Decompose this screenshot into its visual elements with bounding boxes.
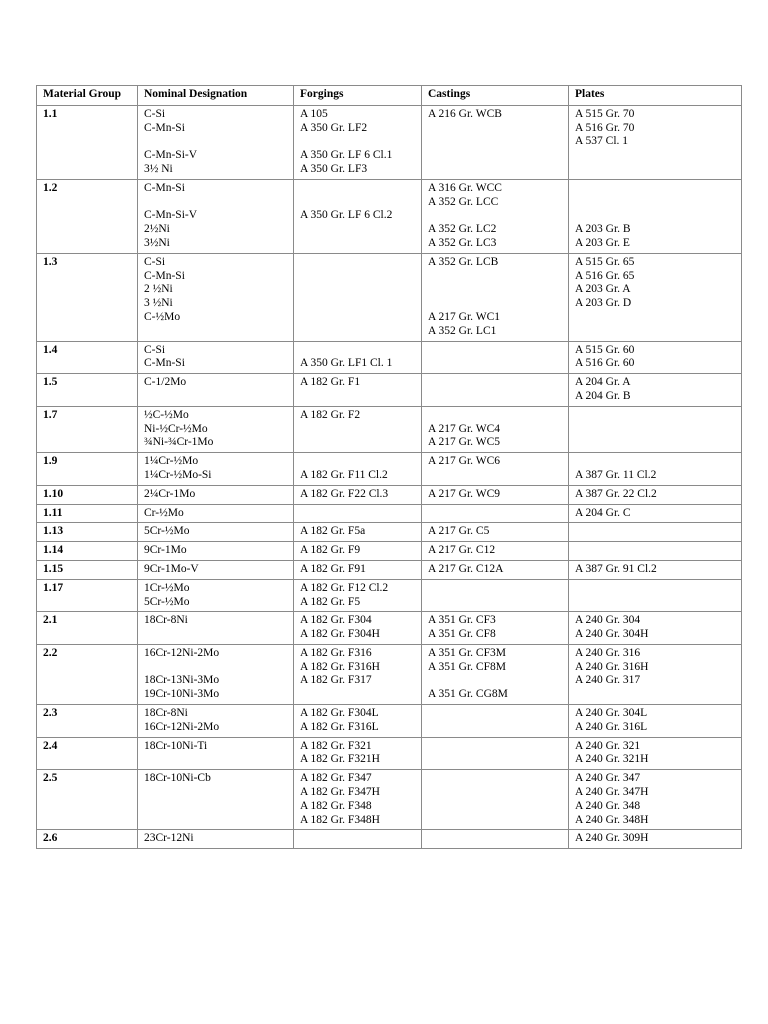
plates-cell <box>569 253 742 341</box>
designation-line <box>144 196 287 210</box>
designation-line: 18Cr-8Ni <box>144 707 188 720</box>
forgings-line: A 182 Gr. F348H <box>300 813 380 826</box>
plates-line: A 240 Gr. 304H <box>575 628 649 641</box>
plates-line: A 537 Cl. 1 <box>575 135 629 148</box>
plates-cell <box>569 453 742 486</box>
plates-line: A 240 Gr. 316L <box>575 720 648 733</box>
plates-line: A 203 Gr. D <box>575 297 632 310</box>
forgings-line: A 182 Gr. F316H <box>300 660 380 673</box>
designation-line: Cr-½Mo <box>144 506 184 519</box>
forgings-cell <box>294 737 422 770</box>
plates-cell <box>569 105 742 179</box>
plates-cell <box>569 560 742 579</box>
forgings-line: A 182 Gr. F11 Cl.2 <box>300 468 388 481</box>
table-row <box>37 770 742 830</box>
castings-line: A 351 Gr. CF3 <box>428 614 496 627</box>
forgings-line <box>300 182 415 196</box>
designation-line: 23Cr-12Ni <box>144 832 194 845</box>
castings-cell <box>422 612 569 645</box>
table-row <box>37 542 742 561</box>
castings-cell <box>422 374 569 407</box>
castings-line <box>428 283 562 297</box>
castings-cell <box>422 705 569 738</box>
plates-line: A 515 Gr. 65 <box>575 255 635 268</box>
castings-line <box>428 409 562 423</box>
material-group-cell: 1.15 <box>37 560 138 579</box>
designation-line: 16Cr-12Ni-2Mo <box>144 720 220 733</box>
castings-line: A 217 Gr. C12 <box>428 544 496 557</box>
forgings-line: A 182 Gr. F321 <box>300 739 372 752</box>
designation-line: 18Cr-10Ni-Ti <box>144 739 208 752</box>
designation-line: 5Cr-½Mo <box>144 525 190 538</box>
plates-cell <box>569 523 742 542</box>
castings-cell <box>422 560 569 579</box>
table-row <box>37 485 742 504</box>
forgings-line: A 182 Gr. F347H <box>300 786 380 799</box>
forgings-cell <box>294 504 422 523</box>
table-row <box>37 830 742 849</box>
plates-line: A 203 Gr. A <box>575 283 631 296</box>
designation-cell <box>138 453 294 486</box>
material-group-cell: 2.3 <box>37 705 138 738</box>
forgings-line: A 182 Gr. F304H <box>300 628 380 641</box>
forgings-cell <box>294 253 422 341</box>
castings-line: A 352 Gr. LCB <box>428 255 499 268</box>
forgings-line <box>300 196 415 210</box>
plates-line: A 240 Gr. 321H <box>575 753 649 766</box>
designation-line: C-Mn-Si <box>144 357 185 370</box>
plates-line: A 516 Gr. 70 <box>575 121 635 134</box>
plates-line: A 516 Gr. 60 <box>575 357 635 370</box>
designation-line: 9Cr-1Mo-V <box>144 562 199 575</box>
forgings-cell <box>294 341 422 374</box>
material-group-cell: 1.1 <box>37 105 138 179</box>
castings-line: A 352 Gr. LC2 <box>428 223 497 236</box>
plates-cell <box>569 705 742 738</box>
plates-cell <box>569 179 742 253</box>
designation-cell <box>138 523 294 542</box>
designation-line: 2 ½Ni <box>144 283 173 296</box>
designation-cell <box>138 644 294 704</box>
table-row <box>37 523 742 542</box>
table-row <box>37 579 742 612</box>
plates-line: A 240 Gr. 317 <box>575 674 641 687</box>
castings-cell <box>422 453 569 486</box>
plates-cell <box>569 579 742 612</box>
plates-line: A 516 Gr. 65 <box>575 269 635 282</box>
designation-cell <box>138 179 294 253</box>
plates-line: A 240 Gr. 347 <box>575 772 641 785</box>
forgings-line: A 182 Gr. F316 <box>300 646 372 659</box>
designation-line: C-Mn-Si <box>144 121 185 134</box>
plates-cell <box>569 542 742 561</box>
designation-cell <box>138 105 294 179</box>
material-group-cell: 2.5 <box>37 770 138 830</box>
forgings-cell <box>294 705 422 738</box>
designation-cell <box>138 341 294 374</box>
forgings-cell <box>294 579 422 612</box>
forgings-cell <box>294 105 422 179</box>
table-row <box>37 705 742 738</box>
forgings-line: A 182 Gr. F2 <box>300 408 361 421</box>
table-row <box>37 644 742 704</box>
designation-line: ¾Ni-¾Cr-1Mo <box>144 436 214 449</box>
material-group-cell: 1.9 <box>37 453 138 486</box>
forgings-cell <box>294 612 422 645</box>
forgings-line: A 182 Gr. F304L <box>300 707 379 720</box>
forgings-line: A 182 Gr. F12 Cl.2 <box>300 581 389 594</box>
designation-line: 19Cr-10Ni-3Mo <box>144 688 220 701</box>
plates-line: A 240 Gr. 348H <box>575 813 649 826</box>
table-row <box>37 560 742 579</box>
castings-cell <box>422 737 569 770</box>
designation-cell <box>138 374 294 407</box>
plates-line: A 240 Gr. 304L <box>575 707 648 720</box>
plates-line: A 240 Gr. 309H <box>575 832 649 845</box>
table-row <box>37 105 742 179</box>
plates-line: A 240 Gr. 316H <box>575 660 649 673</box>
plates-line <box>575 196 735 210</box>
forgings-cell <box>294 374 422 407</box>
designation-line: 2¼Cr-1Mo <box>144 487 196 500</box>
forgings-line: A 182 Gr. F91 <box>300 562 366 575</box>
designation-cell <box>138 770 294 830</box>
castings-cell <box>422 579 569 612</box>
plates-line: A 203 Gr. B <box>575 223 631 236</box>
material-groups-table <box>36 85 742 849</box>
designation-line <box>144 135 287 149</box>
castings-line: A 351 Gr. CF8M <box>428 660 506 673</box>
designation-line: 1¼Cr-½Mo-Si <box>144 468 212 481</box>
castings-line: A 217 Gr. WC6 <box>428 455 500 468</box>
material-group-cell: 1.13 <box>37 523 138 542</box>
castings-cell <box>422 523 569 542</box>
plates-line: A 387 Gr. 11 Cl.2 <box>575 468 657 481</box>
designation-line: Ni-½Cr-½Mo <box>144 422 208 435</box>
table-row <box>37 612 742 645</box>
forgings-line: A 182 Gr. F9 <box>300 544 361 557</box>
forgings-line: A 182 Gr. F304 <box>300 614 372 627</box>
castings-line: A 351 Gr. CF8 <box>428 628 496 641</box>
designation-cell <box>138 612 294 645</box>
castings-line: A 352 Gr. LC3 <box>428 236 497 249</box>
designation-cell <box>138 830 294 849</box>
designation-cell <box>138 406 294 452</box>
material-group-cell: 2.6 <box>37 830 138 849</box>
table-row <box>37 341 742 374</box>
designation-line: 3 ½Ni <box>144 297 173 310</box>
forgings-cell <box>294 560 422 579</box>
forgings-line: A 182 Gr. F347 <box>300 772 372 785</box>
forgings-cell <box>294 523 422 542</box>
header-castings: Castings <box>422 86 569 106</box>
designation-line: 18Cr-8Ni <box>144 614 188 627</box>
forgings-line: A 182 Gr. F317 <box>300 674 372 687</box>
designation-line: C-Si <box>144 107 166 120</box>
designation-line <box>144 661 287 675</box>
designation-line: C-Mn-Si-V <box>144 149 198 162</box>
plates-line: A 240 Gr. 348 <box>575 799 641 812</box>
castings-line: A 352 Gr. LC1 <box>428 324 497 337</box>
designation-line: C-Mn-Si-V <box>144 209 198 222</box>
designation-line: C-1/2Mo <box>144 376 187 389</box>
plates-cell <box>569 644 742 704</box>
material-group-cell: 1.4 <box>37 341 138 374</box>
forgings-cell <box>294 453 422 486</box>
castings-cell <box>422 644 569 704</box>
castings-line: A 217 Gr. WC1 <box>428 310 500 323</box>
header-material-group: Material Group <box>37 86 138 106</box>
plates-cell <box>569 485 742 504</box>
designation-cell <box>138 542 294 561</box>
designation-line: 1Cr-½Mo <box>144 581 190 594</box>
forgings-cell <box>294 485 422 504</box>
plates-line: A 240 Gr. 304 <box>575 614 641 627</box>
castings-line: A 352 Gr. LCC <box>428 195 499 208</box>
material-group-cell: 1.5 <box>37 374 138 407</box>
castings-cell <box>422 830 569 849</box>
plates-line: A 240 Gr. 347H <box>575 786 649 799</box>
forgings-cell <box>294 770 422 830</box>
designation-line: ½C-½Mo <box>144 408 189 421</box>
forgings-line <box>300 344 415 358</box>
castings-cell <box>422 504 569 523</box>
designation-line: 3½Ni <box>144 236 170 249</box>
castings-cell <box>422 542 569 561</box>
plates-line: A 387 Gr. 91 Cl.2 <box>575 562 657 575</box>
material-group-cell: 1.3 <box>37 253 138 341</box>
plates-line: A 240 Gr. 316 <box>575 646 641 659</box>
material-group-cell: 1.10 <box>37 485 138 504</box>
designation-cell <box>138 560 294 579</box>
castings-line: A 217 Gr. WC5 <box>428 436 500 449</box>
forgings-cell <box>294 830 422 849</box>
plates-line: A 204 Gr. B <box>575 389 631 402</box>
castings-line: A 217 Gr. WC9 <box>428 487 500 500</box>
plates-line <box>575 182 735 196</box>
plates-line: A 515 Gr. 60 <box>575 343 635 356</box>
castings-line <box>428 674 562 688</box>
designation-cell <box>138 579 294 612</box>
castings-line: A 217 Gr. C5 <box>428 525 490 538</box>
table-row <box>37 253 742 341</box>
castings-cell <box>422 770 569 830</box>
castings-line <box>428 297 562 311</box>
plates-cell <box>569 341 742 374</box>
plates-line: A 204 Gr. A <box>575 376 631 389</box>
forgings-line: A 350 Gr. LF 6 Cl.2 <box>300 209 393 222</box>
plates-cell <box>569 374 742 407</box>
material-group-cell: 1.11 <box>37 504 138 523</box>
castings-line <box>428 270 562 284</box>
forgings-line: A 182 Gr. F321H <box>300 753 380 766</box>
plates-line <box>575 209 735 223</box>
castings-line: A 351 Gr. CF3M <box>428 646 506 659</box>
castings-line: A 217 Gr. C12A <box>428 562 504 575</box>
castings-cell <box>422 253 569 341</box>
material-group-cell: 1.14 <box>37 542 138 561</box>
designation-cell <box>138 253 294 341</box>
designation-line: C-Si <box>144 343 166 356</box>
castings-cell <box>422 406 569 452</box>
forgings-line <box>300 135 415 149</box>
plates-line: A 387 Gr. 22 Cl.2 <box>575 487 657 500</box>
forgings-line: A 350 Gr. LF1 Cl. 1 <box>300 357 393 370</box>
designation-line: 2½Ni <box>144 223 170 236</box>
designation-line: 3½ Ni <box>144 162 173 175</box>
forgings-cell <box>294 542 422 561</box>
forgings-line: A 105 <box>300 107 328 120</box>
designation-line: 5Cr-½Mo <box>144 595 190 608</box>
material-group-cell: 2.1 <box>37 612 138 645</box>
forgings-line: A 182 Gr. F348 <box>300 799 372 812</box>
designation-cell <box>138 485 294 504</box>
forgings-line: A 350 Gr. LF 6 Cl.1 <box>300 149 393 162</box>
table-row <box>37 453 742 486</box>
plates-cell <box>569 737 742 770</box>
forgings-line: A 182 Gr. F5 <box>300 595 361 608</box>
material-group-cell: 2.2 <box>37 644 138 704</box>
designation-cell <box>138 504 294 523</box>
designation-line: C-Mn-Si <box>144 269 185 282</box>
material-group-cell: 1.7 <box>37 406 138 452</box>
castings-cell <box>422 341 569 374</box>
designation-line: 1¼Cr-½Mo <box>144 455 199 468</box>
designation-line: C-Mn-Si <box>144 181 185 194</box>
table-row <box>37 737 742 770</box>
header-forgings: Forgings <box>294 86 422 106</box>
forgings-cell <box>294 179 422 253</box>
designation-line: 16Cr-12Ni-2Mo <box>144 646 220 659</box>
designation-line: 18Cr-13Ni-3Mo <box>144 674 220 687</box>
material-group-cell: 1.2 <box>37 179 138 253</box>
castings-cell <box>422 179 569 253</box>
table-row <box>37 374 742 407</box>
castings-line <box>428 209 562 223</box>
header-row <box>37 86 742 106</box>
forgings-line: A 182 Gr. F5a <box>300 525 366 538</box>
table-row <box>37 406 742 452</box>
plates-cell <box>569 406 742 452</box>
material-group-cell: 2.4 <box>37 737 138 770</box>
designation-line: 18Cr-10Ni-Cb <box>144 772 211 785</box>
designation-line: 9Cr-1Mo <box>144 544 187 557</box>
plates-line: A 203 Gr. E <box>575 236 630 249</box>
designation-cell <box>138 737 294 770</box>
plates-line: A 515 Gr. 70 <box>575 107 635 120</box>
castings-line: A 351 Gr. CG8M <box>428 688 508 701</box>
forgings-cell <box>294 406 422 452</box>
forgings-line <box>300 455 415 469</box>
plates-cell <box>569 830 742 849</box>
forgings-line: A 350 Gr. LF2 <box>300 121 368 134</box>
table-row <box>37 504 742 523</box>
castings-line: A 316 Gr. WCC <box>428 181 502 194</box>
plates-line <box>575 455 735 469</box>
header-plates: Plates <box>569 86 742 106</box>
plates-line: A 204 Gr. C <box>575 506 631 519</box>
designation-cell <box>138 705 294 738</box>
plates-cell <box>569 770 742 830</box>
header-nominal-designation: Nominal Designation <box>138 86 294 106</box>
forgings-line: A 182 Gr. F22 Cl.3 <box>300 487 389 500</box>
castings-line: A 217 Gr. WC4 <box>428 422 500 435</box>
forgings-line: A 182 Gr. F1 <box>300 376 361 389</box>
castings-cell <box>422 485 569 504</box>
castings-cell <box>422 105 569 179</box>
castings-line: A 216 Gr. WCB <box>428 107 502 120</box>
plates-cell <box>569 504 742 523</box>
forgings-line: A 182 Gr. F316L <box>300 720 379 733</box>
table-body <box>37 105 742 848</box>
table-row <box>37 179 742 253</box>
forgings-cell <box>294 644 422 704</box>
plates-line: A 240 Gr. 321 <box>575 739 641 752</box>
designation-line: C-½Mo <box>144 310 181 323</box>
forgings-line: A 350 Gr. LF3 <box>300 162 368 175</box>
designation-line: C-Si <box>144 255 166 268</box>
plates-cell <box>569 612 742 645</box>
material-group-cell: 1.17 <box>37 579 138 612</box>
